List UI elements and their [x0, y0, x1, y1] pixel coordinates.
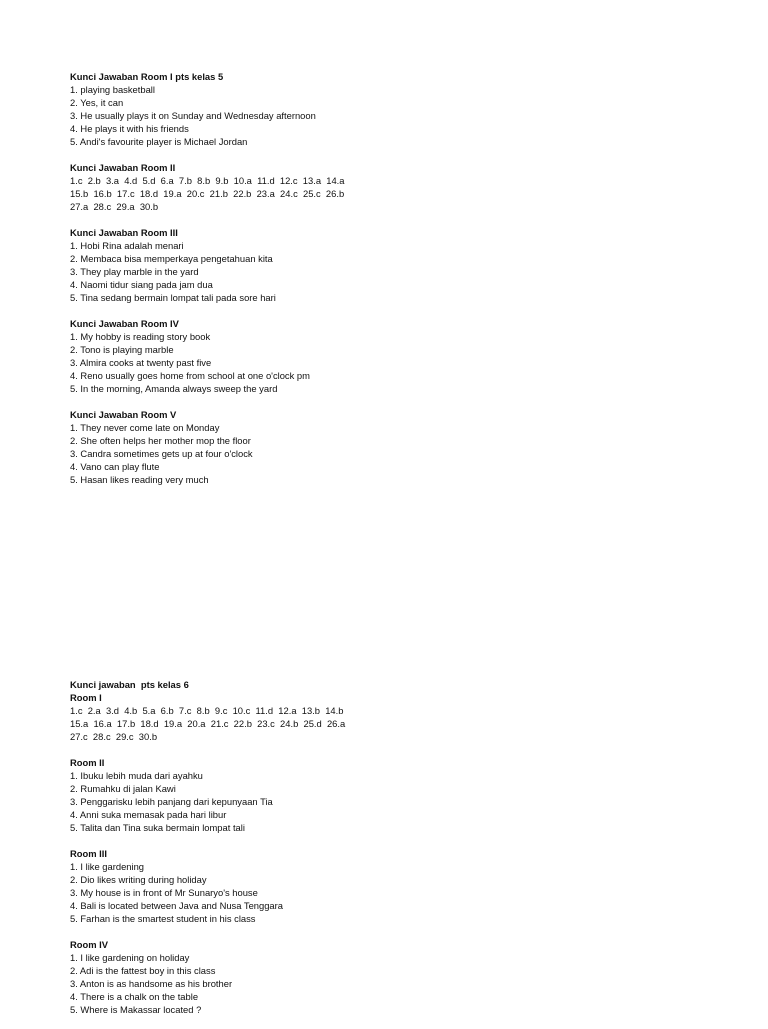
kelas6-room1-section: [70, 691, 710, 743]
kelas6-room3-section: [70, 847, 710, 925]
kelas6-room4-section: [70, 938, 710, 1016]
answer-line: 4. Bali is located between Java and Nusa Tenggara: [70, 900, 283, 911]
answer-line: 3. My house is in front of Mr Sunaryo's house: [70, 887, 258, 898]
answer-line: 1. My hobby is reading story book: [70, 331, 211, 342]
answer-line: 1. I like gardening: [70, 861, 145, 872]
kelas5-room4-section: [70, 317, 710, 395]
answer-line: 2. Dio likes writing during holiday: [70, 874, 207, 885]
answer-line: 1.c 2.a 3.d 4.b 5.a 6.b 7.c 8.b 9.c 10.c 11.d 12.a 13.b 14.b: [70, 705, 344, 716]
answer-line: 4. Naomi tidur siang pada jam dua: [70, 279, 213, 290]
kelas5-room5-title: Kunci Jawaban Room V: [70, 409, 177, 420]
answer-line: 5. Where is Makassar located ?: [70, 1004, 202, 1015]
kelas6-title: Kunci jawaban pts kelas 6: [70, 679, 189, 690]
kelas5-room5-section: [70, 408, 710, 486]
answer-line: 15.b 16.b 17.c 18.d 19.a 20.c 21.b 22.b 23.a 24.c 25.c 26.b: [70, 188, 345, 199]
answer-line: 2. Rumahku di jalan Kawi: [70, 783, 176, 794]
kelas5-room3-section: [70, 226, 710, 304]
answer-line: 2. Adi is the fattest boy in this class: [70, 965, 216, 976]
answer-line: 4. Vano can play flute: [70, 461, 160, 472]
answer-line: 1.c 2.b 3.a 4.d 5.d 6.a 7.b 8.b 9.b 10.a 11.d 12.c 13.a 14.a: [70, 175, 345, 186]
answer-line: 5. In the morning, Amanda always sweep the yard: [70, 383, 278, 394]
answer-line: 2. Yes, it can: [70, 97, 124, 108]
answer-line: 2. She often helps her mother mop the floor: [70, 435, 251, 446]
answer-line: 1. playing basketball: [70, 84, 155, 95]
answer-line: 1. Ibuku lebih muda dari ayahku: [70, 770, 203, 781]
kelas5-answer-key: [70, 70, 710, 499]
kelas6-room2-title: Room II: [70, 757, 105, 768]
answer-line: 5. Andi's favourite player is Michael Jordan: [70, 136, 248, 147]
kelas5-room1-section: [70, 70, 710, 148]
answer-line: 1. Hobi Rina adalah menari: [70, 240, 184, 251]
kelas6-room4-title: Room IV: [70, 939, 109, 950]
answer-line: 15.a 16.a 17.b 18.d 19.a 20.a 21.c 22.b 23.c 24.b 25.d 26.a: [70, 718, 346, 729]
answer-line: 3. Anton is as handsome as his brother: [70, 978, 233, 989]
answer-line: 2. Membaca bisa memperkaya pengetahuan kita: [70, 253, 273, 264]
answer-line: 3. Almira cooks at twenty past five: [70, 357, 212, 368]
answer-line: 4. Reno usually goes home from school at one o'clock pm: [70, 370, 310, 381]
answer-line: 5. Hasan likes reading very much: [70, 474, 209, 485]
answer-line: 27.a 28.c 29.a 30.b: [70, 201, 159, 212]
answer-line: 4. There is a chalk on the table: [70, 991, 199, 1002]
kelas5-room4-title: Kunci Jawaban Room IV: [70, 318, 179, 329]
answer-line: 3. He usually plays it on Sunday and Wednesday afternoon: [70, 110, 316, 121]
kelas5-room2-title: Kunci Jawaban Room II: [70, 162, 176, 173]
answer-line: 3. Candra sometimes gets up at four o'clock: [70, 448, 253, 459]
answer-line: 2. Tono is playing marble: [70, 344, 174, 355]
answer-line: 1. I like gardening on holiday: [70, 952, 190, 963]
kelas5-room1-title: Kunci Jawaban Room I pts kelas 5: [70, 71, 224, 82]
answer-line: 5. Tina sedang bermain lompat tali pada sore hari: [70, 292, 276, 303]
answer-line: 4. Anni suka memasak pada hari libur: [70, 809, 227, 820]
kelas6-room3-title: Room III: [70, 848, 107, 859]
kelas5-room3-title: Kunci Jawaban Room III: [70, 227, 178, 238]
kelas6-room2-section: [70, 756, 710, 834]
kelas6-answer-key: [70, 678, 710, 1029]
kelas6-room1-title: Room I: [70, 692, 102, 703]
answer-line: 3. They play marble in the yard: [70, 266, 199, 277]
answer-line: 3. Penggarisku lebih panjang dari kepunyaan Tia: [70, 796, 273, 807]
answer-line: 4. He plays it with his friends: [70, 123, 189, 134]
answer-line: 27.c 28.c 29.c 30.b: [70, 731, 158, 742]
answer-line: 5. Farhan is the smartest student in his class: [70, 913, 256, 924]
answer-line: 1. They never come late on Monday: [70, 422, 220, 433]
answer-line: 5. Talita dan Tina suka bermain lompat tali: [70, 822, 245, 833]
kelas5-room2-section: [70, 161, 710, 213]
